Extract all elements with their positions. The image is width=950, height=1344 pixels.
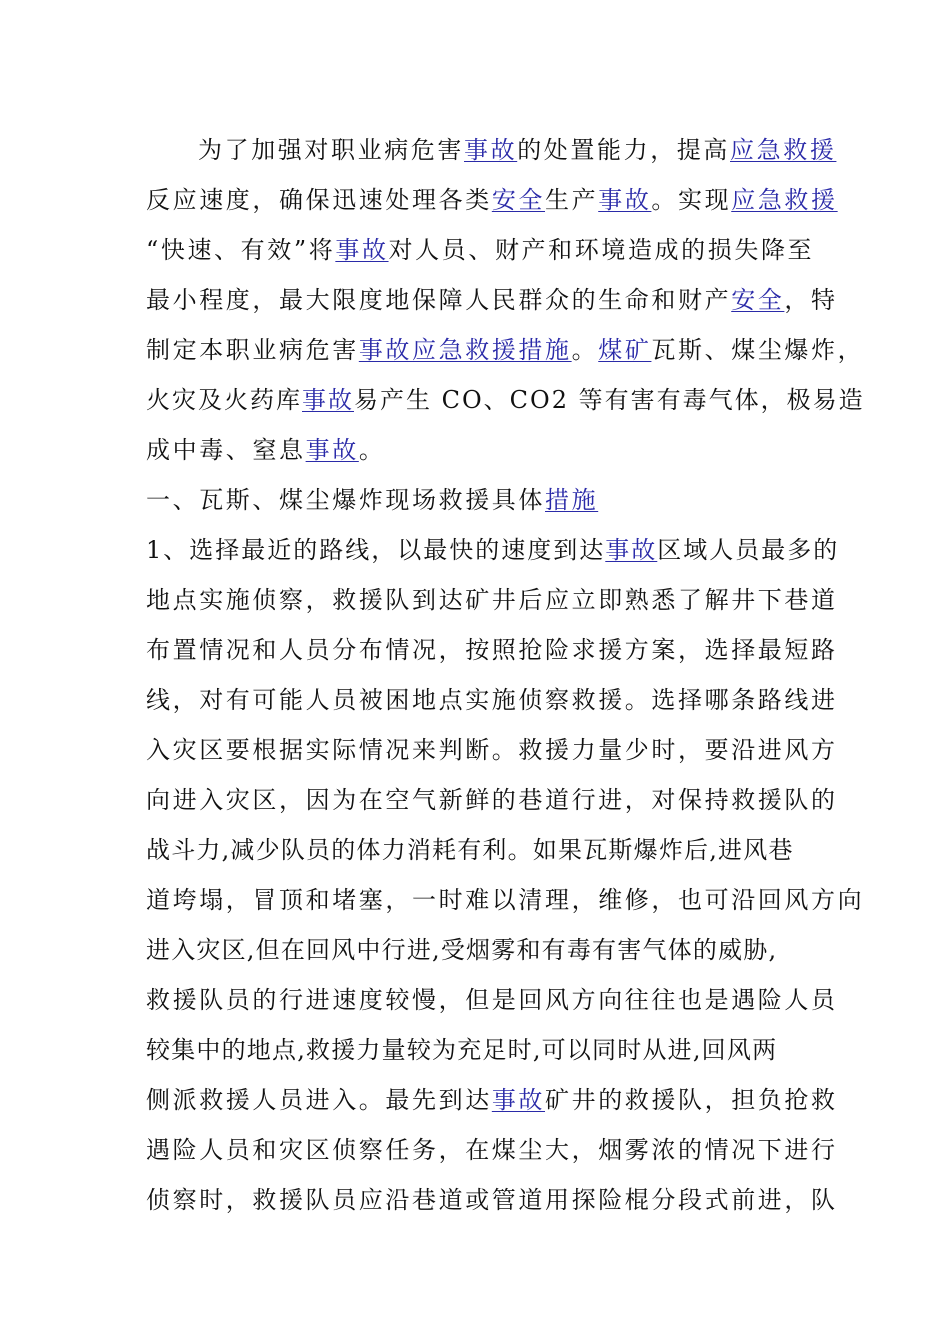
- text-line: [146, 334, 865, 366]
- hyperlink[interactable]: 事故应急救援措施: [358, 336, 572, 364]
- text-run: 对人员、财产和环境造成的损失降至: [388, 236, 815, 264]
- text-line: [146, 834, 808, 866]
- text-line: [146, 984, 838, 1016]
- text-run: 矿井的救援队，担负抢救: [545, 1086, 838, 1114]
- section-heading: [146, 484, 808, 516]
- text-run: 。: [358, 436, 386, 464]
- text-line: [146, 284, 838, 316]
- document-page: [146, 0, 865, 1344]
- text-run: 生产: [545, 186, 599, 214]
- text-line: [146, 234, 815, 266]
- hyperlink[interactable]: 事故: [605, 536, 658, 564]
- text-run: 火灾及火药库: [146, 386, 302, 414]
- text-line: [146, 684, 838, 716]
- text-run: 反应速度，确保迅速处理各类: [146, 186, 492, 214]
- text-run: 的处置能力，提高: [517, 136, 731, 164]
- text-line: [146, 384, 865, 416]
- text-run: 瓦斯、煤尘爆炸，: [651, 336, 865, 364]
- hyperlink[interactable]: 安全: [731, 286, 785, 314]
- text-run: 制定本职业病危害: [146, 336, 359, 364]
- hyperlink[interactable]: 安全: [491, 186, 546, 214]
- hyperlink[interactable]: 应急救援: [730, 136, 837, 164]
- text-run: 侦察时，救援队员应沿巷道或管道用探险棍分段式前进，队: [146, 1186, 838, 1214]
- text-run: 为了加强对职业病危害: [198, 136, 464, 164]
- text-line: [146, 434, 808, 466]
- text-line: [146, 934, 808, 966]
- text-line: [146, 784, 838, 816]
- text-run: ，特: [784, 286, 838, 314]
- text-run: 成中毒、窒息: [146, 436, 306, 464]
- text-line: [146, 1034, 808, 1066]
- text-line: [146, 634, 838, 666]
- text-run: 战斗力,减少队员的体力消耗有利。如果瓦斯爆炸后,进风巷: [146, 836, 794, 864]
- hyperlink[interactable]: 应急救援: [731, 186, 838, 214]
- text-line: [146, 884, 865, 916]
- text-run: 布置情况和人员分布情况，按照抢险求援方案，选择最短路: [146, 636, 838, 664]
- text-line: [146, 184, 838, 216]
- text-run: 最小程度，最大限度地保障人民群众的生命和财产: [146, 286, 732, 314]
- text-run: 入灾区要根据实际情况来判断。救援力量少时，要沿进风方: [146, 736, 838, 764]
- text-line: [198, 134, 837, 166]
- text-run: 遇险人员和灾区侦察任务，在煤尘大，烟雾浓的情况下进行: [146, 1136, 838, 1164]
- text-run: 。实现: [651, 186, 732, 214]
- text-line: [146, 1134, 838, 1166]
- hyperlink[interactable]: 煤矿: [598, 336, 652, 364]
- hyperlink[interactable]: 事故: [598, 186, 652, 214]
- text-run: 较集中的地点,救援力量较为充足时,可以同时从进,回风两: [146, 1036, 778, 1064]
- hyperlink[interactable]: 事故: [335, 236, 389, 264]
- text-line: [146, 1084, 838, 1116]
- hyperlink[interactable]: 措施: [545, 486, 599, 514]
- text-run: 一、瓦斯、煤尘爆炸现场救援具体: [146, 486, 545, 514]
- text-line: [146, 1184, 838, 1216]
- text-line: [146, 584, 838, 616]
- hyperlink[interactable]: 事故: [464, 136, 518, 164]
- text-run: 侧派救援人员进入。最先到达: [146, 1086, 492, 1114]
- text-run: 。: [571, 336, 599, 364]
- text-run: “快速、有效”将: [146, 236, 336, 264]
- hyperlink[interactable]: 事故: [305, 436, 359, 464]
- text-run: 向进入灾区，因为在空气新鲜的巷道行进，对保持救援队的: [146, 786, 838, 814]
- text-run: 线，对有可能人员被困地点实施侦察救援。选择哪条路线进: [146, 686, 838, 714]
- text-run: 区域人员最多的: [657, 536, 840, 564]
- text-run: 救援队员的行进速度较慢，但是回风方向往往也是遇险人员: [146, 986, 838, 1014]
- hyperlink[interactable]: 事故: [302, 386, 354, 414]
- text-run: 进入灾区,但在回风中行进,受烟雾和有毒有害气体的威胁,: [146, 936, 778, 964]
- text-run: 地点实施侦察，救援队到达矿井后应立即熟悉了解井下巷道: [146, 586, 838, 614]
- text-run: 1、选择最近的路线，以最快的速度到达: [146, 536, 606, 564]
- hyperlink[interactable]: 事故: [491, 1086, 546, 1114]
- text-run: 易产生 CO、CO2 等有害有毒气体，极易造: [354, 386, 865, 414]
- text-line: [146, 534, 840, 566]
- text-line: [146, 734, 838, 766]
- text-run: 道垮塌，冒顶和堵塞，一时难以清理，维修，也可沿回风方向: [146, 886, 865, 914]
